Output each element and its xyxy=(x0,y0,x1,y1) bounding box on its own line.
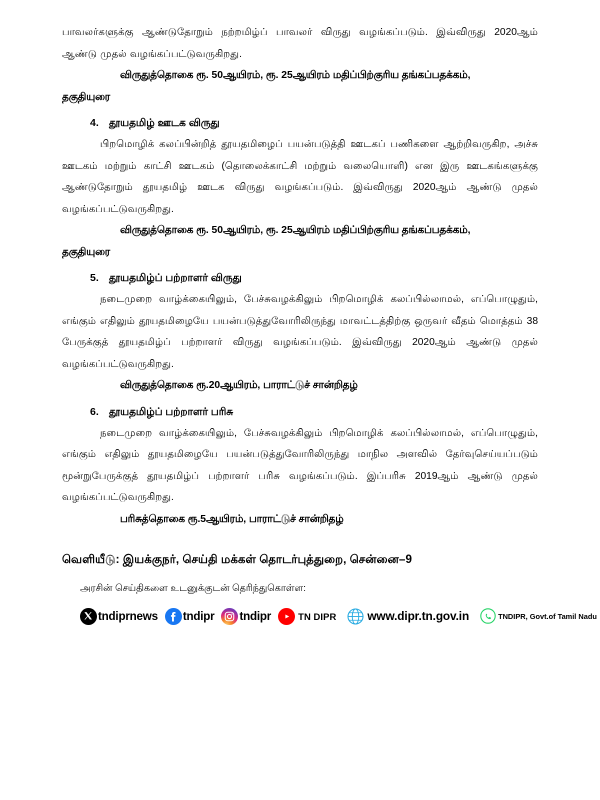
social-handle-instagram: tndipr xyxy=(239,609,272,623)
social-link-x-twitter[interactable] xyxy=(80,606,158,626)
document-body xyxy=(62,22,597,627)
paragraph-item-4: பிறமொழிக் கலப்பின்றித் தூயதமிழைப் பயன்படுத்தி ஊடகப் பணிகளை ஆற்றிவருகிற, அச்சு ஊடகம் மற்றும் காட்சி ஊடகம் (தொலைக்காட்சி மற்றும் வலையொளி) என இரு ஊடகங்களுக்கு ஆண்டுதோறும் தூயதமிழ் ஊடக விருது வழங்கப்படும். இவ்விருது 2020ஆம் ஆண்டு முதல் வழங்கப்பட்டுவருகிறது. xyxy=(62,139,538,215)
award-amount-line-3b: தகுதியுரை xyxy=(62,91,111,103)
social-handle-facebook: tndipr xyxy=(182,609,215,623)
social-handle-youtube: TN DIPR xyxy=(298,610,337,622)
social-link-facebook[interactable] xyxy=(165,606,215,626)
heading-title-6: தூயதமிழ்ப் பற்றாளர் பரிசு xyxy=(109,405,234,418)
x-twitter-icon xyxy=(80,608,97,625)
heading-item-4 xyxy=(62,112,538,134)
heading-item-6 xyxy=(62,401,538,423)
heading-title-5: தூயதமிழ்ப் பற்றாளர் விருது xyxy=(109,272,242,284)
award-amount-line-5: விருதுத்தொகை ரூ.20ஆயிரம், பாராட்டுச் சான்றிதழ் xyxy=(120,380,358,391)
heading-title-4: தூயதமிழ் ஊடக விருது xyxy=(109,117,220,129)
social-links-row xyxy=(62,605,597,627)
spacer xyxy=(62,530,538,540)
globe-icon xyxy=(347,608,364,625)
instagram-icon xyxy=(221,608,238,625)
heading-number-4: 4. xyxy=(90,117,99,129)
social-link-instagram[interactable] xyxy=(221,606,271,626)
spacer xyxy=(62,570,538,580)
social-handle-website: www.dipr.tn.gov.in xyxy=(367,609,470,623)
heading-number-6: 6. xyxy=(90,405,99,418)
social-link-whatsapp[interactable] xyxy=(480,606,597,626)
paragraph-item-5: நடைமுறை வாழ்க்கையிலும், பேச்சுவழக்கிலும் பிறமொழிக் கலப்பில்லாமல், எப்பொழுதும், எங்கும் எதிலும் தூயதமிழையே பயன்படுத்துவோரிலிருந்து மாவட்டத்திற்கு ஒருவர் வீதம் மொத்தம் 38 பேருக்குத் தூயதமிழ்ப் பற்றாளர் விருது வழங்கப்படும். இவ்விருது 2020ஆம் ஆண்டு முதல் வழங்கப்பட்டுவருகிறது. xyxy=(62,294,538,370)
paragraph-intro: பாவலர்களுக்கு ஆண்டுதோறும் நற்றமிழ்ப் பாவலர் விருது வழங்கப்படும். இவ்விருது 2020ஆம் ஆண்டு முதல் வழங்கப்பட்டுவருகிறது. xyxy=(62,27,538,60)
social-handle-whatsapp: TNDIPR, Govt.of Tamil Nadu xyxy=(498,611,597,621)
paragraph-item-6: நடைமுறை வாழ்க்கையிலும், பேச்சுவழக்கிலும் பிறமொழிக் கலப்பில்லாமல், எப்பொழுதும், எங்கும் எதிலும் தூயதமிழையே பயன்படுத்துவோரிலிருந்து மாநில அளவில் தேர்வுசெய்யப்படும் மூன்றுபேருக்குத் தூயதமிழ்ப் பற்றாளர் பரிசு வழங்கப்படும். இப்பரிசு 2019ஆம் ஆண்டு முதல் வழங்கப்பட்டுவருகிறது. xyxy=(62,427,538,503)
award-amount-line-3a: விருதுத்தொகை ரூ. 50ஆயிரம், ரூ. 25ஆயிரம் மதிப்பிற்குரிய தங்கப்பதக்கம், xyxy=(120,70,471,81)
publisher-line: வெளியீடு: இயக்குநர், செய்தி மக்கள் தொடர்புத்துறை, சென்னை–9 xyxy=(62,553,413,566)
footer-note: அரசின் செய்திகளை உடனுக்குடன் தெரிந்துகொள்ள: xyxy=(80,583,306,594)
spacer xyxy=(62,540,538,550)
social-link-website[interactable] xyxy=(347,606,469,626)
youtube-icon xyxy=(278,608,295,625)
award-amount-line-4b: தகுதியுரை xyxy=(62,246,111,258)
award-amount-line-4a: விருதுத்தொகை ரூ. 50ஆயிரம், ரூ. 25ஆயிரம் மதிப்பிற்குரிய தங்கப்பதக்கம், xyxy=(120,225,471,236)
facebook-icon xyxy=(165,608,182,625)
prize-amount-line-6: பரிசுத்தொகை ரூ.5ஆயிரம், பாராட்டுச் சான்றிதழ் xyxy=(120,513,344,525)
social-handle-x-twitter: tndiprnews xyxy=(98,609,158,623)
heading-item-5 xyxy=(62,267,538,289)
heading-number-5: 5. xyxy=(90,272,99,284)
whatsapp-icon xyxy=(480,608,496,624)
social-link-youtube[interactable] xyxy=(278,606,336,626)
